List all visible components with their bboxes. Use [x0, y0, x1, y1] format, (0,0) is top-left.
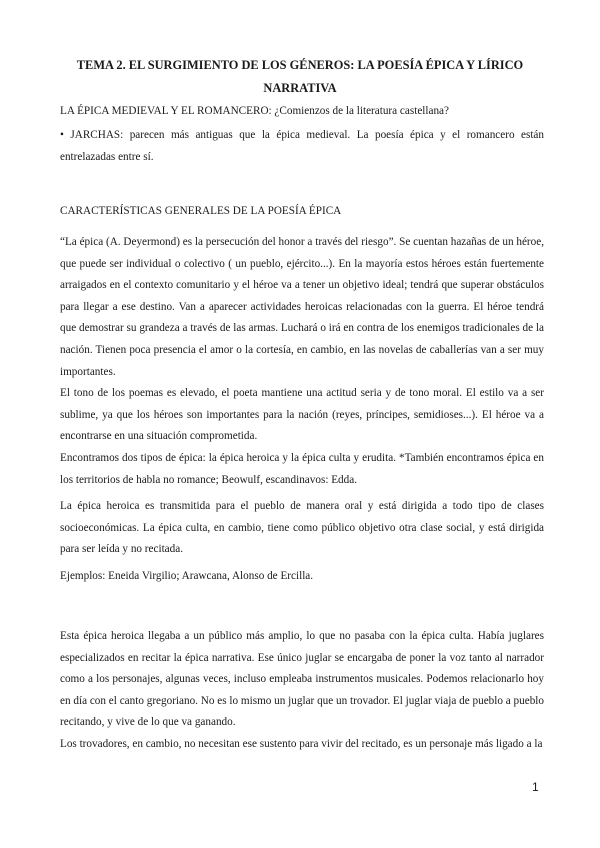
paragraph-trovadores: Los trovadores, en cambio, no necesitan ese sustento para vivir del recitado, es un personaje más ligado a la: [60, 738, 543, 750]
paragraph-tipos-epica: Encontramos dos tipos de épica: la épica heroica y la épica culta y erudita. *También encontramos épica en los territorios de habla no romance; Beowulf, escandinavos: Edda.: [60, 452, 544, 486]
paragraph-juglares: Esta épica heroica llegaba a un público más amplio, lo que no pasaba con la épica culta. Había juglares especializados en recitar la épica narrativa. Ese único juglar se encargaba de poner la voz tanto al narrador como a los personajes, algunas veces, incluso empleaba instrumentos musicales. Podemos relacionarlo hoy en día con el canto gregoriano. No es lo mismo un juglar que un trovador. El juglar viaja de pueblo a pueblo recitando, y vive de lo que va ganando.: [60, 630, 544, 729]
paragraph-ejemplos: Ejemplos: Eneida Virgilio; Arawcana, Alonso de Ercilla.: [60, 570, 314, 582]
page-number: 1: [532, 780, 539, 794]
paragraph-epica-heroica: La épica heroica es transmitida para el pueblo de manera oral y está dirigida a todo tipo de clases socioeconómicas. La épica culta, en cambio, tiene como público objetivo otra clase social, y está dirigida para ser leída y no recitada.: [60, 500, 544, 556]
paragraph-tono: El tono de los poemas es elevado, el poeta mantiene una actitud seria y de tono moral. El estilo va a ser sublime, ya que los héroes son importantes para la nación (reyes, príncipes, semidioses...). El héroe va a encontrarse en una situación comprometida.: [60, 387, 544, 443]
document-title: TEMA 2. EL SURGIMIENTO DE LOS GÉNEROS: LA POESÍA ÉPICA Y LÍRICO NARRATIVA: [76, 58, 524, 95]
section-heading-epica-medieval: LA ÉPICA MEDIEVAL Y EL ROMANCERO: ¿Comienzos de la literatura castellana?: [60, 105, 449, 117]
bullet-jarchas: • JARCHAS: parecen más antiguas que la épica medieval. La poesía épica y el romancero están entrelazadas entre sí.: [60, 129, 544, 163]
paragraph-definicion-epica: “La épica (A. Deyermond) es la persecución del honor a través del riesgo”. Se cuentan hazañas de un héroe, que puede ser individual o colectivo ( un pueblo, ejército...). En la mayoría estos héroes están fuertemente arraigados en el contexto comunitario y el héroe va a tener un objetivo ideal; tendrá que superar obstáculos para llegar a ese destino. Van a aparecer actividades heroicas relacionadas con la guerra. El héroe tendrá que demostrar su grandeza a través de las armas. Luchará o irá en contra de los enemigos tradicionales de la nación. Tienen poca presencia el amor o la cortesía, en cambio, en las novelas de caballerías van a ser muy importantes.: [60, 236, 544, 378]
section-heading-caracteristicas: CARACTERÍSTICAS GENERALES DE LA POESÍA ÉPICA: [60, 205, 342, 217]
